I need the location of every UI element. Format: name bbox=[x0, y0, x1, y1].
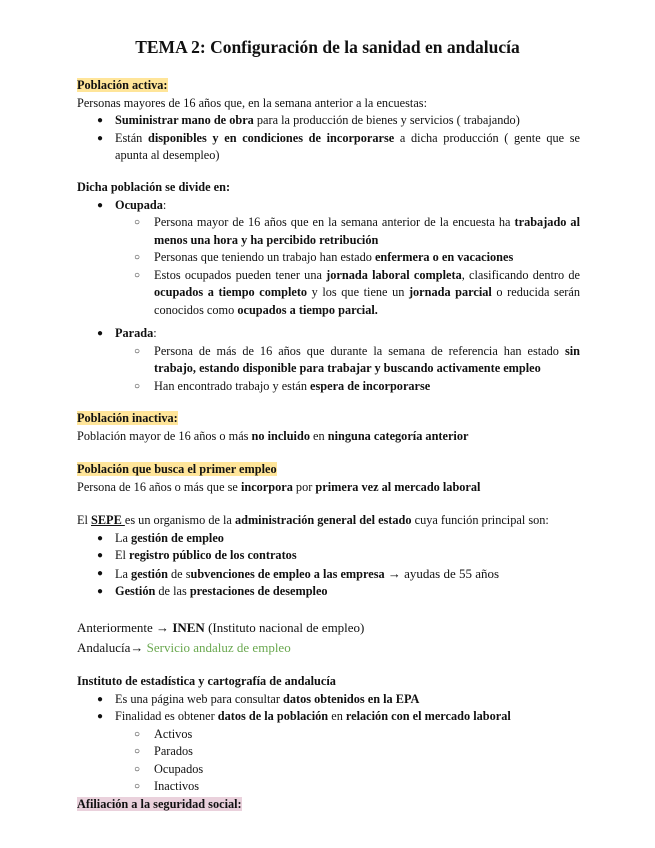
list-item: ● Gestión de las prestaciones de desempleo bbox=[77, 583, 580, 601]
circle-bullet-icon: ○ bbox=[134, 728, 141, 740]
heading-poblacion-inactiva: Población inactiva: bbox=[77, 411, 178, 425]
list-item-parada: ● Parada: bbox=[77, 325, 580, 343]
paragraph: Persona de 16 años o más que se incorpora por primera vez al mercado laboral bbox=[77, 479, 481, 494]
section-division bbox=[77, 179, 580, 319]
sub-list-item: ○ Estos ocupados pueden tener una jornada laboral completa, clasificando dentro de ocupados a tiempo completo y los que tiene un jornada parcial o reducida serán conocidos como ocupados a tiempo parcial. bbox=[134, 267, 580, 317]
circle-bullet-icon: ○ bbox=[134, 746, 141, 757]
list-item: ● El registro público de los contratos bbox=[77, 547, 580, 565]
circle-bullet-icon: ○ bbox=[134, 345, 141, 357]
bullet-icon: ● bbox=[97, 132, 104, 144]
heading-instituto: Instituto de estadística y cartografía de andalucía bbox=[77, 674, 336, 688]
heading-poblacion-activa: Población activa: bbox=[77, 78, 168, 92]
sub-list-item: ○ Ocupados bbox=[77, 761, 580, 779]
section-sepe bbox=[77, 512, 580, 601]
list-item: ● Suministrar mano de obra para la producción de bienes y servicios ( trabajando) bbox=[77, 112, 580, 130]
bullet-icon: ● bbox=[97, 586, 104, 597]
sub-list-item: ○ Personas que teniendo un trabajo han estado enfermera o en vacaciones bbox=[77, 249, 580, 267]
bullet-icon: ● bbox=[97, 711, 104, 722]
list-item: ● Están disponibles y en condiciones de incorporarse a dicha producción ( gente que se apunta al desempleo) bbox=[97, 130, 580, 162]
bullet-icon: ● bbox=[97, 567, 104, 579]
bullet-icon: ● bbox=[97, 199, 104, 211]
list-item: ● Es una página web para consultar datos obtenidos en la EPA bbox=[77, 691, 580, 709]
page-title: TEMA 2: Configuración de la sanidad en andalucía bbox=[135, 37, 520, 57]
section-poblacion-activa bbox=[77, 77, 580, 165]
bullet-icon: ● bbox=[97, 328, 104, 339]
circle-bullet-icon: ○ bbox=[134, 781, 141, 792]
circle-bullet-icon: ○ bbox=[134, 380, 141, 392]
bullet-icon: ● bbox=[97, 532, 104, 544]
heading-division: Dicha población se divide en: bbox=[77, 180, 231, 194]
bullet-icon: ● bbox=[97, 693, 104, 705]
list-item-ocupada: ● Ocupada: bbox=[77, 197, 580, 215]
bullet-icon: ● bbox=[97, 115, 104, 126]
servicio-andaluz-text: Servicio andaluz de empleo bbox=[146, 640, 291, 655]
sub-list-item: ○ Activos bbox=[77, 726, 580, 744]
circle-bullet-icon: ○ bbox=[134, 252, 141, 263]
section-poblacion-inactiva bbox=[77, 410, 580, 445]
heading-primer-empleo: Población que busca el primer empleo bbox=[77, 462, 277, 476]
list-item: ● La gestión de empleo bbox=[77, 530, 580, 548]
section-anteriormente bbox=[77, 618, 580, 658]
circle-bullet-icon: ○ bbox=[134, 269, 141, 281]
sub-list-item: ○ Parados bbox=[77, 743, 580, 761]
list-item: ● Finalidad es obtener datos de la población en relación con el mercado laboral bbox=[77, 708, 580, 726]
circle-bullet-icon: ○ bbox=[134, 763, 141, 775]
section-instituto bbox=[77, 673, 580, 813]
circle-bullet-icon: ○ bbox=[134, 217, 141, 228]
sub-list-item: ○ Han encontrado trabajo y están espera de incorporarse bbox=[77, 378, 580, 396]
paragraph: Anteriormente → INEN (Instituto nacional de empleo) bbox=[77, 620, 365, 635]
sub-list-item: ○ Inactivos bbox=[77, 778, 580, 796]
section-primer-empleo bbox=[77, 461, 580, 496]
paragraph: Andalucía→ Servicio andaluz de empleo bbox=[77, 640, 291, 655]
section-parada bbox=[77, 325, 580, 395]
sub-list-item: ○ Persona mayor de 16 años que en la semana anterior de la encuesta ha trabajado al menos una hora y ha percibido retribución bbox=[134, 215, 580, 247]
activa-list bbox=[77, 112, 580, 165]
paragraph: Población mayor de 16 años o más no incluido en ninguna categoría anterior bbox=[77, 428, 469, 443]
list-item: ● La gestión de subvenciones de empleo a las empresa → ayudas de 55 años bbox=[97, 565, 500, 581]
bullet-icon: ● bbox=[97, 550, 104, 561]
paragraph: El SEPE es un organismo de la administración general del estado cuya función principal son: bbox=[77, 513, 549, 527]
sub-list-item: ○ Persona de más de 16 años que durante la semana de referencia han estado sin trabajo, estando disponible para trabajar y buscando activamente empleo bbox=[134, 343, 580, 375]
intro-text: Personas mayores de 16 años que, en la semana anterior a la encuestas: bbox=[77, 95, 427, 110]
heading-afiliacion: Afiliación a la seguridad social: bbox=[77, 796, 242, 811]
